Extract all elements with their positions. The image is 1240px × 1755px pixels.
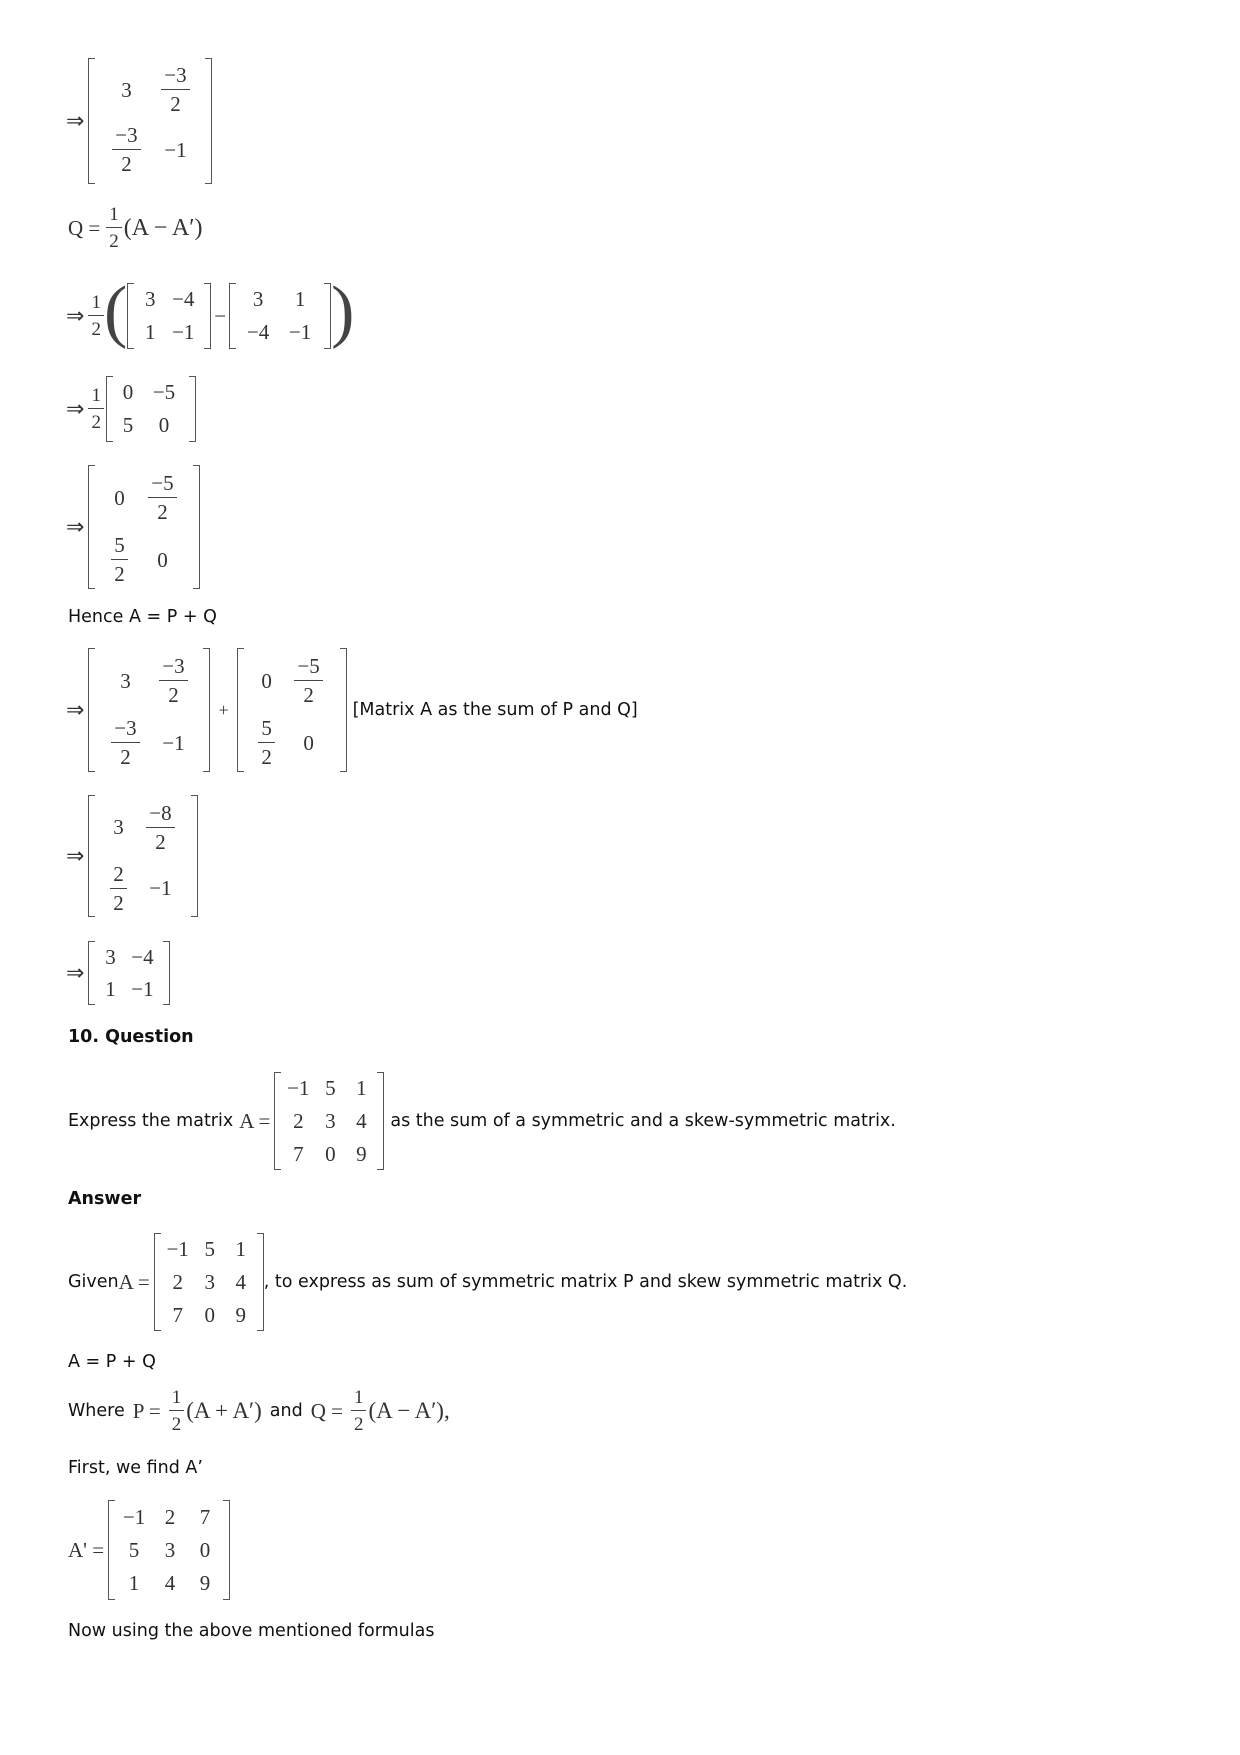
q-formula	[68, 205, 203, 251]
matrix-cell: 0	[158, 413, 170, 437]
half-fraction	[351, 1388, 367, 1434]
first-find-text: First, we find A’	[68, 1458, 203, 1478]
matrix-cell: 0	[157, 547, 168, 572]
given-statement	[68, 1233, 907, 1331]
right-bracket	[377, 1072, 384, 1170]
denominator: 2	[157, 500, 168, 524]
sum-result-2	[66, 941, 170, 1005]
matrix-cell: −4	[172, 287, 195, 311]
matrix-p	[88, 648, 210, 772]
matrix-cell: 0	[122, 380, 134, 404]
matrix-cell: −5	[152, 380, 176, 404]
implies-arrow: ⇒	[66, 843, 85, 869]
hence-text: Hence A = P + Q	[68, 607, 217, 627]
question-prefix: Express the matrix	[68, 1111, 234, 1131]
matrix-cell: −1	[288, 320, 312, 344]
matrix-cell: 2	[293, 1109, 304, 1133]
right-bracket	[204, 283, 211, 349]
right-bracket	[163, 941, 170, 1005]
numerator: −3	[111, 718, 139, 743]
matrix-q	[237, 648, 347, 772]
left-bracket	[88, 795, 95, 917]
matrix-grid	[161, 1233, 257, 1331]
matrix-cell: 0	[204, 1302, 215, 1327]
denominator: 2	[91, 412, 101, 433]
matrix	[88, 795, 198, 917]
where-label: Where	[68, 1401, 125, 1421]
matrix-cell: 0	[303, 730, 314, 755]
fraction	[111, 535, 128, 585]
sum-step	[66, 648, 638, 772]
q-step-1	[66, 273, 355, 350]
implies-arrow: ⇒	[66, 514, 85, 540]
matrix-cell: 3	[113, 815, 124, 839]
denominator: 2	[121, 152, 132, 176]
denominator: 2	[114, 562, 125, 586]
matrix-cell: 4	[235, 1270, 246, 1294]
matrix-cell: 1	[145, 320, 156, 344]
matrix-cell: 3	[120, 668, 131, 693]
left-bracket	[154, 1233, 161, 1331]
matrix-cell: 9	[356, 1141, 367, 1166]
matrix-cell: −4	[131, 944, 154, 969]
matrix-cell: 3	[121, 77, 132, 102]
numerator: 1	[169, 1388, 185, 1411]
q-body: (A − A′)	[123, 214, 203, 241]
matrix-grid	[95, 648, 203, 772]
numerator: 1	[88, 293, 104, 316]
matrix-cell: −4	[246, 320, 270, 344]
matrix-grid	[115, 1500, 223, 1600]
matrix-cell: 1	[356, 1076, 367, 1100]
matrix-grid	[244, 648, 340, 772]
matrix-a	[274, 1072, 384, 1170]
matrix-cell: −1	[131, 976, 154, 1001]
p-matrix-step	[66, 58, 212, 184]
matrix-cell: −1	[166, 1237, 189, 1261]
numerator: −3	[161, 65, 189, 90]
right-bracket	[257, 1233, 264, 1331]
numerator: −3	[159, 656, 187, 681]
matrix-cell: 5	[122, 413, 134, 437]
matrix-a-transpose	[108, 1500, 230, 1600]
matrix-grid	[134, 283, 204, 349]
p-lhs: P =	[132, 1398, 161, 1423]
matrix	[88, 58, 212, 184]
and-label: and	[269, 1401, 303, 1421]
numerator: −8	[146, 803, 174, 828]
question-statement	[68, 1072, 896, 1170]
matrix-cell: 7	[293, 1141, 304, 1166]
right-bracket	[193, 465, 200, 589]
formulas-line	[68, 1388, 450, 1434]
implies-arrow: ⇒	[66, 396, 85, 422]
denominator: 2	[109, 231, 119, 252]
denominator: 2	[113, 890, 124, 915]
matrix-cell: 5	[325, 1076, 336, 1100]
p-body: (A + A′)	[186, 1398, 262, 1423]
half-fraction	[169, 1388, 185, 1434]
a-transpose	[68, 1500, 230, 1600]
numerator: 5	[111, 535, 128, 560]
matrix-cell: −1	[149, 876, 172, 900]
matrix	[88, 941, 170, 1005]
matrix-cell: 2	[164, 1504, 176, 1529]
fraction	[111, 718, 139, 768]
matrix-grid	[95, 465, 193, 589]
matrix-cell: 0	[261, 668, 272, 693]
denominator: 2	[120, 745, 131, 769]
fraction	[294, 656, 322, 706]
numerator: −5	[148, 473, 176, 498]
matrix-cell: 3	[252, 287, 264, 311]
right-bracket	[324, 283, 331, 349]
half-fraction	[106, 205, 122, 251]
matrix-grid	[281, 1072, 377, 1170]
left-bracket	[274, 1072, 281, 1170]
left-bracket	[108, 1500, 115, 1600]
matrix-grid	[95, 795, 191, 917]
left-bracket	[106, 376, 113, 442]
numerator: −5	[294, 656, 322, 681]
matrix-cell: 3	[105, 944, 116, 969]
matrix-cell: 3	[325, 1109, 336, 1133]
matrix-cell: 1	[105, 976, 116, 1001]
denominator: 2	[353, 1414, 364, 1435]
matrix-lhs: A =	[239, 1108, 271, 1133]
matrix-cell: −1	[164, 137, 187, 162]
matrix-a	[154, 1233, 264, 1331]
implies-arrow: ⇒	[66, 303, 85, 329]
matrix-cell: 5	[128, 1538, 140, 1562]
matrix	[106, 376, 196, 442]
matrix-grid	[95, 58, 205, 184]
right-bracket	[340, 648, 347, 772]
matrix-cell: 0	[199, 1538, 211, 1562]
given-prefix: Given	[68, 1272, 119, 1292]
left-bracket	[237, 648, 244, 772]
q-body: (A − A′),	[368, 1398, 450, 1423]
question-suffix: as the sum of a symmetric and a skew-symmetric matrix.	[390, 1111, 896, 1131]
matrix-cell: 3	[164, 1538, 176, 1562]
denominator: 2	[303, 683, 314, 707]
matrix-cell: 3	[204, 1270, 215, 1294]
fraction	[159, 656, 187, 706]
fraction	[148, 473, 176, 523]
matrix-cell: 5	[204, 1237, 215, 1261]
left-bracket	[127, 283, 134, 349]
numerator: 1	[351, 1388, 367, 1411]
fraction	[258, 718, 275, 768]
right-bracket	[191, 795, 198, 917]
q-lhs: Q =	[310, 1398, 343, 1423]
apq-text: A = P + Q	[68, 1352, 156, 1372]
matrix-a	[127, 283, 211, 349]
right-bracket	[205, 58, 212, 184]
right-bracket	[203, 648, 210, 772]
half-fraction	[88, 386, 104, 432]
half-fraction	[88, 293, 104, 339]
numerator: 2	[110, 864, 127, 889]
matrix-cell: 7	[172, 1302, 183, 1327]
numerator: 1	[106, 205, 122, 228]
given-suffix: , to express as sum of symmetric matrix P and skew symmetric matrix Q.	[263, 1272, 908, 1292]
plus-operator: +	[218, 699, 229, 720]
sum-result-1	[66, 795, 198, 917]
question-heading: 10. Question	[68, 1027, 194, 1047]
q-lhs: Q =	[68, 215, 101, 240]
matrix-cell: 4	[164, 1571, 176, 1595]
left-bracket	[88, 648, 95, 772]
matrix-cell: 3	[145, 287, 156, 311]
fraction	[110, 861, 127, 915]
matrix-cell: 9	[199, 1571, 211, 1595]
numerator: 5	[258, 718, 275, 743]
matrix-cell: 1	[128, 1571, 140, 1595]
matrix-cell: −1	[287, 1076, 310, 1100]
left-bracket	[229, 283, 236, 349]
answer-heading: Answer	[68, 1189, 142, 1209]
matrix-cell: −1	[122, 1504, 146, 1529]
close-paren: )	[331, 273, 355, 350]
denominator: 2	[155, 829, 166, 854]
denominator: 2	[91, 319, 101, 340]
q-step-2	[66, 376, 196, 442]
implies-arrow: ⇒	[66, 108, 85, 134]
fraction	[161, 65, 189, 115]
matrix-cell: −1	[172, 320, 195, 344]
open-paren: (	[103, 273, 128, 350]
right-bracket	[223, 1500, 230, 1600]
matrix-cell: 9	[235, 1302, 246, 1327]
matrix-lhs: A =	[118, 1269, 150, 1294]
matrix-cell: 4	[356, 1109, 367, 1133]
matrix-cell: 2	[172, 1270, 183, 1294]
fraction	[112, 125, 140, 175]
fraction	[146, 800, 174, 854]
matrix-cell: 0	[325, 1141, 336, 1166]
matrix-a-transpose	[229, 283, 331, 349]
matrix-grid	[113, 376, 189, 442]
left-bracket	[88, 58, 95, 184]
sum-note: [Matrix A as the sum of P and Q]	[352, 700, 638, 720]
denominator: 2	[171, 1414, 182, 1435]
denominator: 2	[170, 92, 181, 116]
minus-operator: −	[214, 303, 227, 328]
denominator: 2	[261, 745, 272, 769]
denominator: 2	[168, 683, 179, 707]
a-transpose-lhs: A' =	[68, 1537, 105, 1562]
matrix-grid	[95, 941, 163, 1005]
left-bracket	[88, 941, 95, 1005]
matrix-cell: 1	[235, 1237, 246, 1261]
matrix-cell: 1	[294, 287, 306, 311]
left-bracket	[88, 465, 95, 589]
right-bracket	[189, 376, 196, 442]
matrix-cell: 7	[199, 1504, 211, 1529]
numerator: −3	[112, 125, 140, 150]
q-step-3	[66, 465, 200, 589]
matrix-cell: −1	[162, 730, 185, 755]
implies-arrow: ⇒	[66, 960, 85, 986]
numerator: 1	[88, 386, 104, 409]
implies-arrow: ⇒	[66, 697, 85, 723]
now-using-text: Now using the above mentioned formulas	[68, 1621, 435, 1641]
matrix-cell: 0	[114, 485, 125, 510]
matrix	[88, 465, 200, 589]
matrix-grid	[236, 283, 324, 349]
